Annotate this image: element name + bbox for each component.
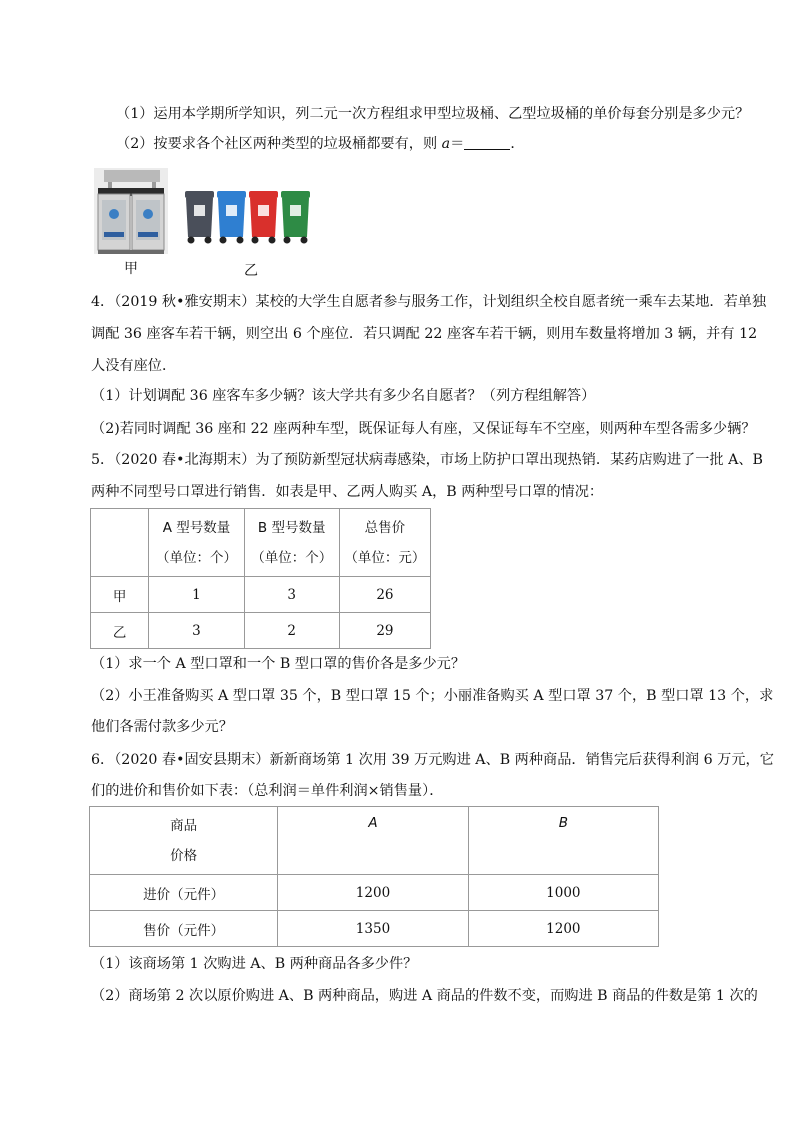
q6-row-label: 售价（元件）: [90, 911, 278, 947]
q5-table-corner: [91, 509, 149, 577]
q5-header-a-unit: （单位：个）: [155, 549, 237, 566]
q6-header-corner: [90, 807, 278, 875]
q4-sub1: （1）计划调配 36 座客车多少辆？该大学共有多少名自愿者？（列方程组解答）: [91, 388, 596, 404]
q3-sub2-text: （2）按要求各个社区两种类型的垃圾桶都要有，则: [116, 136, 442, 152]
q6-row-label: 进价（元件）: [90, 875, 278, 911]
bin-body: [250, 198, 277, 237]
color-bins-illustration: [184, 189, 314, 245]
color-bins-image: [184, 189, 314, 245]
q6-cell: 1200: [278, 875, 468, 911]
q6-sub2: （2）商场第 2 次以原价购进 A、B 两种商品，购进 A 商品的件数不变，而购进 B 商品的件数是第 1 次的: [91, 988, 758, 1004]
q5-header-b: [244, 509, 339, 577]
q3-sub2: [116, 134, 525, 154]
bin-lid: [185, 191, 214, 198]
bin-lid: [217, 191, 246, 198]
q5-header-a-title: A 型号数量: [162, 519, 231, 536]
bin-label: [258, 205, 269, 216]
bin-wheel: [220, 237, 227, 244]
answer-blank: [464, 135, 510, 150]
bin-body: [218, 198, 245, 237]
q4-line3: 人没有座位．: [91, 358, 177, 374]
q3-sub1: （1）运用本学期所学知识，列二元一次方程组求甲型垃圾桶、乙型垃圾桶的单价每套分别是多少元？: [116, 106, 750, 122]
q6-cell: 1000: [468, 875, 658, 911]
bin-wheel: [269, 237, 276, 244]
wheelie-bin: [281, 191, 310, 244]
q5-header-b-title: B 型号数量: [257, 519, 326, 536]
bin-lid: [249, 191, 278, 198]
q6-header-a: A: [278, 807, 468, 875]
q6-table-header-row: [90, 807, 659, 875]
bin-wheel: [301, 237, 308, 244]
q5-header-total-title: 总售价: [364, 519, 406, 536]
q3-sub2-eq: ＝: [450, 136, 465, 152]
q4-line2: 调配 36 座客车若干辆，则空出 6 个座位．若只调配 22 座客车若干辆，则用车数量将增加 3 辆，并有 12: [91, 326, 758, 342]
table-row: [90, 911, 659, 947]
q5-table-header-row: [91, 509, 431, 577]
caption-jia: 甲: [124, 261, 138, 277]
q4-line1: 4．（2019 秋•雅安期末）某校的大学生自愿者参与服务工作，计划组织全校自愿者统一乘车去某地．若单独: [91, 294, 767, 310]
q5-cell: 29: [339, 613, 430, 649]
q6-sub1: （1）该商场第 1 次购进 A、B 两种商品各多少件？: [91, 956, 418, 972]
q5-header-total-unit: （单位：元）: [344, 549, 426, 566]
q3-sub2-var: a: [441, 136, 451, 152]
bin-body: [282, 198, 309, 237]
q4-sub2: （2)若同时调配 36 座和 22 座两种车型，既保证每人有座，又保证每车不空座，则两种车型各需多少辆？: [91, 421, 756, 437]
bin-lid: [281, 191, 310, 198]
bin-wheel: [284, 237, 291, 244]
q5-sub1: （1）求一个 A 型口罩和一个 B 型口罩的售价各是多少元？: [91, 656, 466, 672]
q3-sub2-post: ．: [510, 136, 525, 152]
q5-cell: 3: [244, 577, 339, 613]
bin-body: [186, 198, 213, 237]
bin-station-image: [94, 166, 168, 256]
table-row: [91, 577, 431, 613]
q5-cell: 2: [244, 613, 339, 649]
table-row: [91, 613, 431, 649]
q6-table: [89, 806, 659, 947]
q5-header-total: [339, 509, 430, 577]
q6-line1: 6．（2020 春•固安县期末）新新商场第 1 次用 39 万元购进 A、B 两种商品．销售完后获得利润 6 万元，它: [91, 752, 774, 768]
bin-label: [226, 205, 237, 216]
q5-sub2-line1: （2）小王准备购买 A 型口罩 35 个，B 型口罩 15 个；小丽准备购买 A 型口罩 37 个，B 型口罩 13 个，求: [91, 688, 774, 704]
bin-station-illustration: [94, 166, 168, 256]
wheelie-bin: [185, 191, 214, 244]
q5-line2: 两种不同型号口罩进行销售．如表是甲、乙两人购买 A，B 两种型号口罩的情况：: [91, 484, 604, 500]
q5-header-a: [149, 509, 244, 577]
caption-yi: 乙: [244, 263, 258, 279]
q6-header-b: B: [468, 807, 658, 875]
q6-header-bottom: 价格: [170, 847, 198, 864]
q6-header-top: 商品: [170, 817, 198, 834]
q5-header-b-unit: （单位：个）: [251, 549, 333, 566]
q6-cell: 1350: [278, 911, 468, 947]
q5-sub2-line2: 他们各需付款多少元？: [91, 719, 233, 735]
bin-wheel: [188, 237, 195, 244]
bin-wheel: [237, 237, 244, 244]
table-row: [90, 875, 659, 911]
q6-line2: 们的进价和售价如下表：（总利润＝单件利润×销售量）．: [91, 783, 444, 799]
q6-cell: 1200: [468, 911, 658, 947]
q5-table: [90, 508, 431, 649]
q5-cell: 26: [339, 577, 430, 613]
q5-row-label: 甲: [91, 577, 149, 613]
bin-label: [290, 205, 301, 216]
wheelie-bin: [249, 191, 278, 244]
q5-cell: 1: [149, 577, 244, 613]
bin-label: [194, 205, 205, 216]
q5-line1: 5．（2020 春•北海期末）为了预防新型冠状病毒感染，市场上防护口罩出现热销．某药店购进了一批 A、B: [91, 452, 763, 468]
bin-wheel: [205, 237, 212, 244]
wheelie-bin: [217, 191, 246, 244]
q5-row-label: 乙: [91, 613, 149, 649]
q5-cell: 3: [149, 613, 244, 649]
bin-wheel: [252, 237, 259, 244]
